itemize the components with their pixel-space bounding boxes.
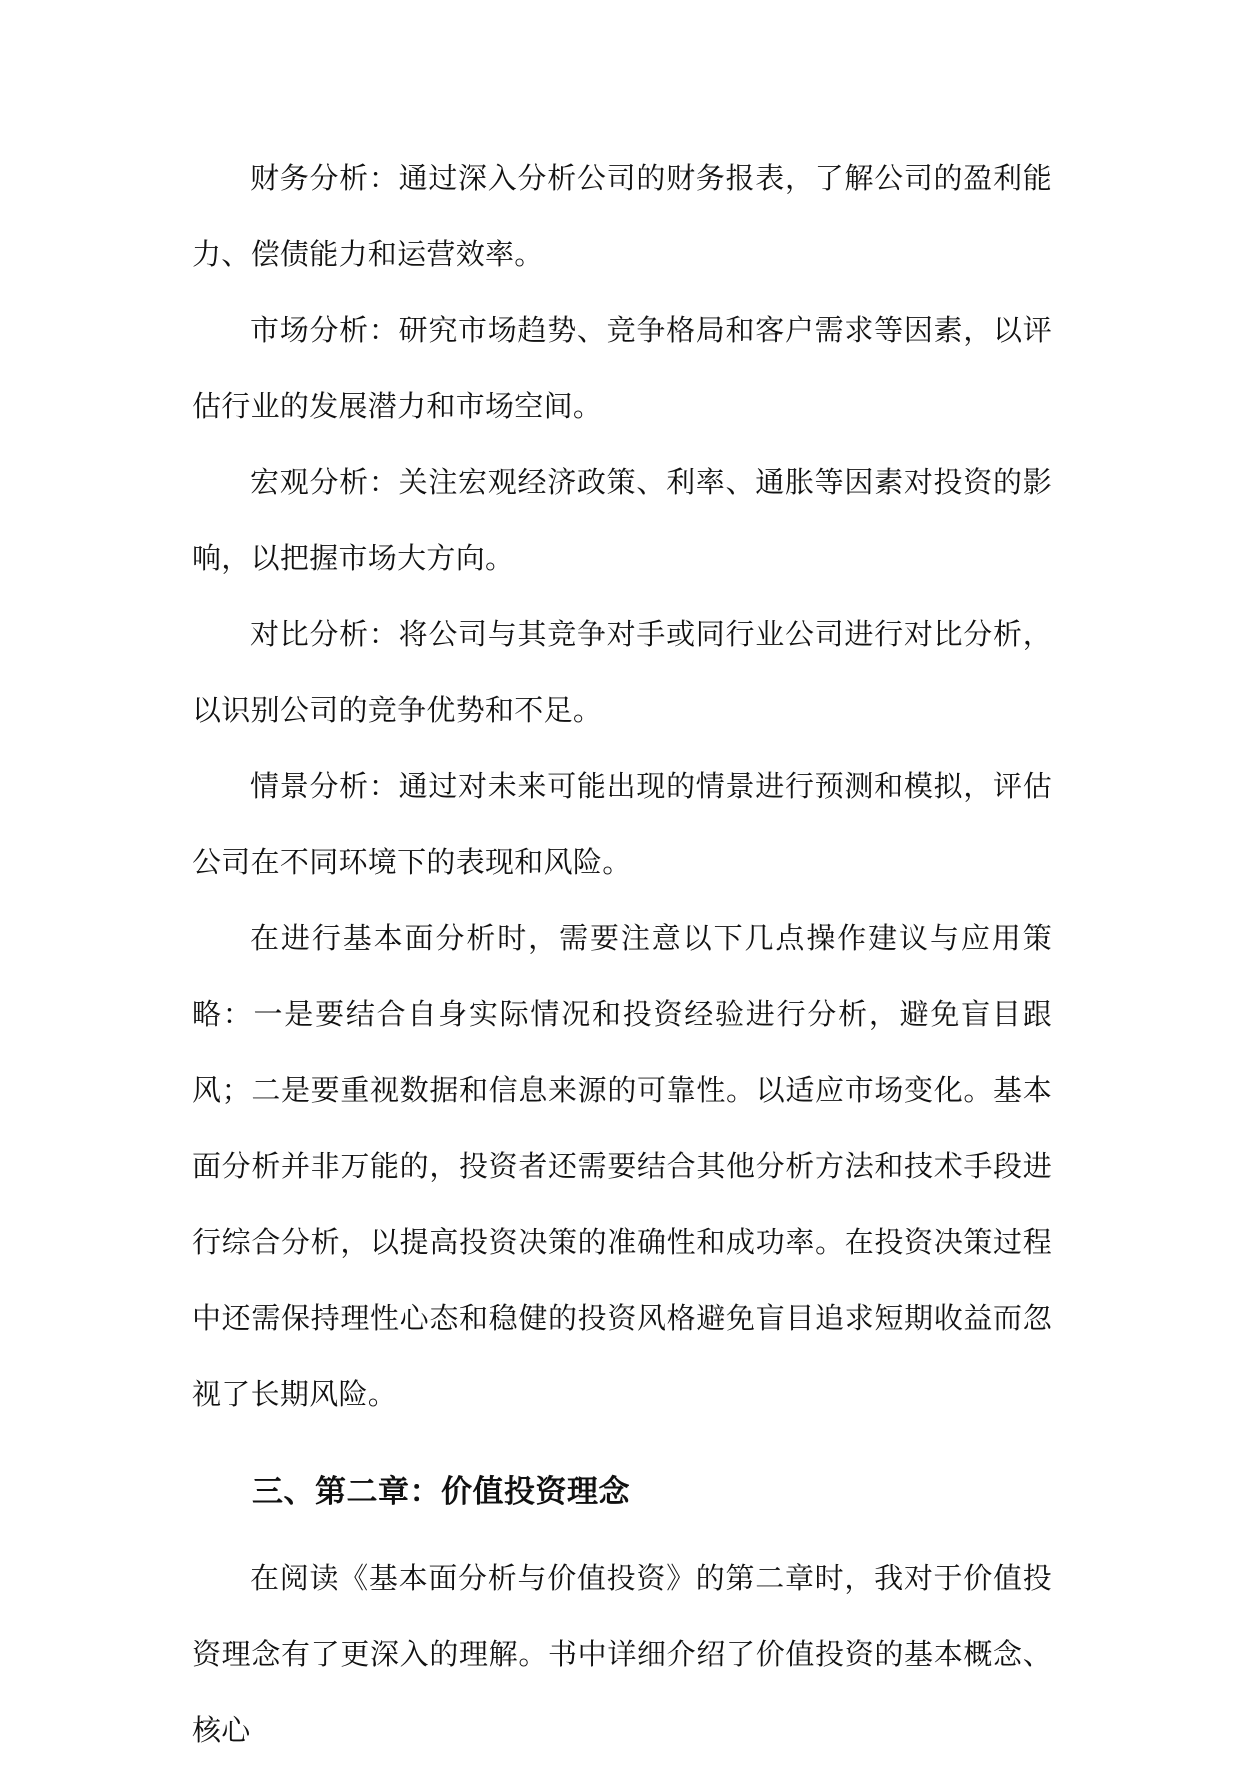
paragraph-operation-advice: 在进行基本面分析时，需要注意以下几点操作建议与应用策略：一是要结合自身实际情况和投资经验进行分析，避免盲目跟风；二是要重视数据和信息来源的可靠性。以适应市场变化。基本面分析并非万能的，投资者还需要结合其他分析方法和技术手段进行综合分析，以提高投资决策的准确性和成功率。在投资决策过程中还需保持理性心态和稳健的投资风格避免盲目追求短期收益而忽视了长期风险。 [192, 921, 1052, 1411]
section-heading: 三、第二章：价值投资理念 [252, 1474, 630, 1510]
document-body [192, 140, 1052, 1768]
paragraph-macro-analysis: 宏观分析：关注宏观经济政策、利率、通胀等因素对投资的影响，以把握市场大方向。 [192, 465, 1052, 575]
paragraph-financial-analysis: 财务分析：通过深入分析公司的财务报表，了解公司的盈利能力、偿债能力和运营效率。 [192, 161, 1052, 271]
paragraph-scenario-analysis: 情景分析：通过对未来可能出现的情景进行预测和模拟，评估公司在不同环境下的表现和风险。 [192, 769, 1052, 879]
paragraph-chapter-two-intro: 在阅读《基本面分析与价值投资》的第二章时，我对于价值投资理念有了更深入的理解。书中详细介绍了价值投资的基本概念、核心 [192, 1561, 1052, 1747]
paragraph-market-analysis: 市场分析：研究市场趋势、竞争格局和客户需求等因素，以评估行业的发展潜力和市场空间。 [192, 313, 1052, 423]
paragraph-comparative-analysis: 对比分析：将公司与其竞争对手或同行业公司进行对比分析，以识别公司的竞争优势和不足。 [192, 617, 1052, 727]
